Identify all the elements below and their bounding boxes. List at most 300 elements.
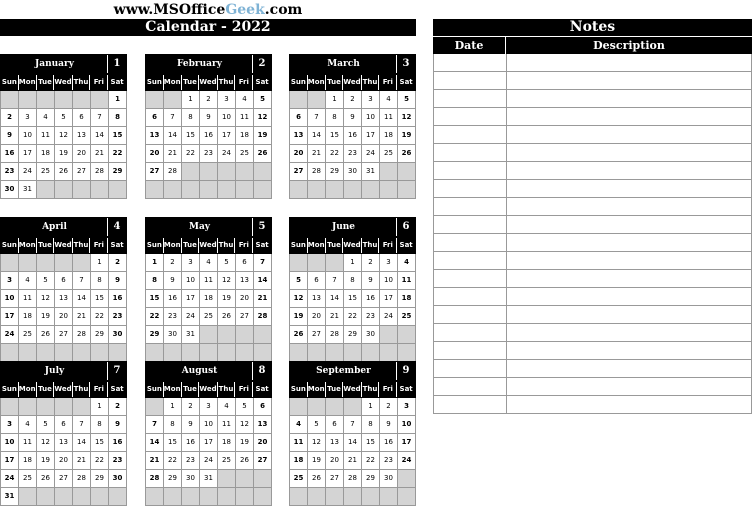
day-cell[interactable]: 26 — [55, 163, 73, 181]
day-cell[interactable]: 21 — [254, 290, 272, 308]
day-cell[interactable]: 7 — [91, 109, 109, 127]
day-cell[interactable]: 26 — [236, 452, 254, 470]
day-cell[interactable]: 12 — [398, 109, 416, 127]
day-cell[interactable]: 3 — [182, 254, 200, 272]
day-cell[interactable]: 21 — [73, 452, 91, 470]
day-cell[interactable]: 16 — [164, 290, 182, 308]
day-cell[interactable]: 3 — [19, 109, 37, 127]
day-cell[interactable]: 15 — [109, 127, 127, 145]
day-cell[interactable]: 15 — [91, 434, 109, 452]
day-cell[interactable]: 15 — [362, 434, 380, 452]
day-cell[interactable]: 24 — [1, 326, 19, 344]
day-cell[interactable]: 31 — [182, 326, 200, 344]
notes-date-cell[interactable] — [434, 342, 507, 359]
day-cell[interactable]: 27 — [55, 470, 73, 488]
day-cell[interactable]: 29 — [362, 470, 380, 488]
day-cell[interactable]: 15 — [344, 290, 362, 308]
day-cell[interactable]: 7 — [73, 416, 91, 434]
day-cell[interactable]: 14 — [254, 272, 272, 290]
day-cell[interactable]: 10 — [1, 434, 19, 452]
day-cell[interactable]: 20 — [308, 308, 326, 326]
day-cell[interactable]: 16 — [182, 434, 200, 452]
notes-description-cell[interactable] — [507, 180, 752, 197]
day-cell[interactable]: 20 — [146, 145, 164, 163]
notes-description-cell[interactable] — [507, 162, 752, 179]
notes-description-cell[interactable] — [507, 90, 752, 107]
day-cell[interactable]: 18 — [218, 434, 236, 452]
day-cell[interactable]: 7 — [326, 272, 344, 290]
day-cell[interactable]: 25 — [200, 308, 218, 326]
day-cell[interactable]: 28 — [146, 470, 164, 488]
notes-description-cell[interactable] — [507, 216, 752, 233]
day-cell[interactable]: 27 — [254, 452, 272, 470]
day-cell[interactable]: 26 — [37, 470, 55, 488]
day-cell[interactable]: 3 — [218, 91, 236, 109]
day-cell[interactable]: 24 — [398, 452, 416, 470]
day-cell[interactable]: 3 — [1, 272, 19, 290]
day-cell[interactable]: 12 — [290, 290, 308, 308]
day-cell[interactable]: 7 — [73, 272, 91, 290]
day-cell[interactable]: 13 — [146, 127, 164, 145]
day-cell[interactable]: 30 — [164, 326, 182, 344]
day-cell[interactable]: 10 — [19, 127, 37, 145]
notes-date-cell[interactable] — [434, 144, 507, 161]
day-cell[interactable]: 29 — [91, 326, 109, 344]
day-cell[interactable]: 11 — [236, 109, 254, 127]
day-cell[interactable]: 1 — [182, 91, 200, 109]
day-cell[interactable]: 27 — [236, 308, 254, 326]
day-cell[interactable]: 14 — [326, 290, 344, 308]
notes-description-cell[interactable] — [507, 360, 752, 377]
day-cell[interactable]: 1 — [146, 254, 164, 272]
day-cell[interactable]: 1 — [362, 398, 380, 416]
day-cell[interactable]: 4 — [37, 109, 55, 127]
day-cell[interactable]: 28 — [326, 326, 344, 344]
day-cell[interactable]: 6 — [290, 109, 308, 127]
day-cell[interactable]: 22 — [362, 452, 380, 470]
day-cell[interactable]: 9 — [200, 109, 218, 127]
notes-description-cell[interactable] — [507, 126, 752, 143]
day-cell[interactable]: 17 — [362, 127, 380, 145]
day-cell[interactable]: 9 — [344, 109, 362, 127]
day-cell[interactable]: 2 — [344, 91, 362, 109]
day-cell[interactable]: 20 — [55, 452, 73, 470]
day-cell[interactable]: 11 — [380, 109, 398, 127]
day-cell[interactable]: 10 — [1, 290, 19, 308]
day-cell[interactable]: 2 — [109, 254, 127, 272]
day-cell[interactable]: 20 — [73, 145, 91, 163]
day-cell[interactable]: 24 — [362, 145, 380, 163]
notes-date-cell[interactable] — [434, 378, 507, 395]
day-cell[interactable]: 16 — [344, 127, 362, 145]
notes-description-cell[interactable] — [507, 396, 752, 413]
day-cell[interactable]: 22 — [344, 308, 362, 326]
day-cell[interactable]: 27 — [73, 163, 91, 181]
notes-description-cell[interactable] — [507, 378, 752, 395]
day-cell[interactable]: 21 — [164, 145, 182, 163]
notes-date-cell[interactable] — [434, 360, 507, 377]
day-cell[interactable]: 13 — [254, 416, 272, 434]
day-cell[interactable]: 4 — [380, 91, 398, 109]
notes-date-cell[interactable] — [434, 396, 507, 413]
day-cell[interactable]: 20 — [254, 434, 272, 452]
day-cell[interactable]: 4 — [290, 416, 308, 434]
notes-date-cell[interactable] — [434, 108, 507, 125]
notes-description-cell[interactable] — [507, 144, 752, 161]
day-cell[interactable]: 13 — [236, 272, 254, 290]
day-cell[interactable]: 29 — [109, 163, 127, 181]
day-cell[interactable]: 9 — [362, 272, 380, 290]
day-cell[interactable]: 3 — [380, 254, 398, 272]
day-cell[interactable]: 10 — [380, 272, 398, 290]
day-cell[interactable]: 14 — [73, 290, 91, 308]
day-cell[interactable]: 5 — [37, 416, 55, 434]
day-cell[interactable]: 26 — [308, 470, 326, 488]
day-cell[interactable]: 25 — [19, 326, 37, 344]
day-cell[interactable]: 23 — [200, 145, 218, 163]
day-cell[interactable]: 22 — [164, 452, 182, 470]
day-cell[interactable]: 2 — [109, 398, 127, 416]
day-cell[interactable]: 26 — [254, 145, 272, 163]
day-cell[interactable]: 5 — [290, 272, 308, 290]
day-cell[interactable]: 19 — [398, 127, 416, 145]
day-cell[interactable]: 17 — [218, 127, 236, 145]
notes-description-cell[interactable] — [507, 54, 752, 71]
day-cell[interactable]: 23 — [109, 452, 127, 470]
day-cell[interactable]: 4 — [19, 416, 37, 434]
day-cell[interactable]: 3 — [200, 398, 218, 416]
day-cell[interactable]: 25 — [236, 145, 254, 163]
day-cell[interactable]: 5 — [218, 254, 236, 272]
day-cell[interactable]: 29 — [344, 326, 362, 344]
day-cell[interactable]: 5 — [55, 109, 73, 127]
day-cell[interactable]: 25 — [218, 452, 236, 470]
day-cell[interactable]: 1 — [344, 254, 362, 272]
day-cell[interactable]: 2 — [182, 398, 200, 416]
day-cell[interactable]: 23 — [380, 452, 398, 470]
day-cell[interactable]: 19 — [254, 127, 272, 145]
notes-description-cell[interactable] — [507, 108, 752, 125]
day-cell[interactable]: 17 — [19, 145, 37, 163]
day-cell[interactable]: 8 — [146, 272, 164, 290]
day-cell[interactable]: 5 — [308, 416, 326, 434]
day-cell[interactable]: 15 — [182, 127, 200, 145]
day-cell[interactable]: 23 — [1, 163, 19, 181]
notes-description-cell[interactable] — [507, 234, 752, 251]
day-cell[interactable]: 29 — [326, 163, 344, 181]
day-cell[interactable]: 24 — [19, 163, 37, 181]
day-cell[interactable]: 31 — [19, 181, 37, 199]
day-cell[interactable]: 17 — [182, 290, 200, 308]
day-cell[interactable]: 1 — [91, 254, 109, 272]
notes-date-cell[interactable] — [434, 216, 507, 233]
day-cell[interactable]: 30 — [109, 470, 127, 488]
day-cell[interactable]: 14 — [344, 434, 362, 452]
day-cell[interactable]: 8 — [344, 272, 362, 290]
day-cell[interactable]: 26 — [290, 326, 308, 344]
notes-date-cell[interactable] — [434, 126, 507, 143]
notes-date-cell[interactable] — [434, 198, 507, 215]
day-cell[interactable]: 7 — [146, 416, 164, 434]
day-cell[interactable]: 28 — [73, 470, 91, 488]
day-cell[interactable]: 6 — [146, 109, 164, 127]
notes-date-cell[interactable] — [434, 270, 507, 287]
day-cell[interactable]: 22 — [146, 308, 164, 326]
day-cell[interactable]: 19 — [308, 452, 326, 470]
day-cell[interactable]: 15 — [91, 290, 109, 308]
day-cell[interactable]: 19 — [290, 308, 308, 326]
day-cell[interactable]: 2 — [362, 254, 380, 272]
day-cell[interactable]: 30 — [362, 326, 380, 344]
day-cell[interactable]: 9 — [182, 416, 200, 434]
day-cell[interactable]: 14 — [73, 434, 91, 452]
notes-description-cell[interactable] — [507, 270, 752, 287]
day-cell[interactable]: 23 — [362, 308, 380, 326]
day-cell[interactable]: 20 — [326, 452, 344, 470]
day-cell[interactable]: 25 — [398, 308, 416, 326]
day-cell[interactable]: 28 — [73, 326, 91, 344]
day-cell[interactable]: 29 — [146, 326, 164, 344]
day-cell[interactable]: 31 — [200, 470, 218, 488]
day-cell[interactable]: 13 — [326, 434, 344, 452]
day-cell[interactable]: 23 — [344, 145, 362, 163]
day-cell[interactable]: 16 — [362, 290, 380, 308]
day-cell[interactable]: 11 — [290, 434, 308, 452]
day-cell[interactable]: 28 — [308, 163, 326, 181]
day-cell[interactable]: 8 — [91, 272, 109, 290]
day-cell[interactable]: 3 — [362, 91, 380, 109]
day-cell[interactable]: 25 — [290, 470, 308, 488]
day-cell[interactable]: 12 — [37, 434, 55, 452]
day-cell[interactable]: 11 — [19, 290, 37, 308]
day-cell[interactable]: 12 — [37, 290, 55, 308]
day-cell[interactable]: 13 — [308, 290, 326, 308]
day-cell[interactable]: 7 — [344, 416, 362, 434]
day-cell[interactable]: 9 — [380, 416, 398, 434]
day-cell[interactable]: 20 — [55, 308, 73, 326]
day-cell[interactable]: 18 — [398, 290, 416, 308]
notes-date-cell[interactable] — [434, 306, 507, 323]
day-cell[interactable]: 30 — [182, 470, 200, 488]
notes-date-cell[interactable] — [434, 252, 507, 269]
day-cell[interactable]: 19 — [55, 145, 73, 163]
day-cell[interactable]: 20 — [236, 290, 254, 308]
day-cell[interactable]: 27 — [290, 163, 308, 181]
day-cell[interactable]: 28 — [164, 163, 182, 181]
day-cell[interactable]: 19 — [236, 434, 254, 452]
notes-date-cell[interactable] — [434, 54, 507, 71]
day-cell[interactable]: 4 — [218, 398, 236, 416]
day-cell[interactable]: 17 — [200, 434, 218, 452]
day-cell[interactable]: 19 — [37, 308, 55, 326]
day-cell[interactable]: 27 — [55, 326, 73, 344]
day-cell[interactable]: 10 — [362, 109, 380, 127]
day-cell[interactable]: 22 — [182, 145, 200, 163]
day-cell[interactable]: 18 — [380, 127, 398, 145]
day-cell[interactable]: 31 — [1, 488, 19, 506]
day-cell[interactable]: 16 — [109, 290, 127, 308]
day-cell[interactable]: 9 — [109, 416, 127, 434]
day-cell[interactable]: 2 — [380, 398, 398, 416]
day-cell[interactable]: 11 — [398, 272, 416, 290]
day-cell[interactable]: 17 — [1, 452, 19, 470]
day-cell[interactable]: 16 — [380, 434, 398, 452]
day-cell[interactable]: 4 — [200, 254, 218, 272]
day-cell[interactable]: 13 — [73, 127, 91, 145]
day-cell[interactable]: 22 — [109, 145, 127, 163]
day-cell[interactable]: 24 — [218, 145, 236, 163]
day-cell[interactable]: 5 — [37, 272, 55, 290]
day-cell[interactable]: 26 — [37, 326, 55, 344]
notes-date-cell[interactable] — [434, 180, 507, 197]
day-cell[interactable]: 1 — [326, 91, 344, 109]
day-cell[interactable]: 17 — [398, 434, 416, 452]
day-cell[interactable]: 29 — [91, 470, 109, 488]
day-cell[interactable]: 2 — [1, 109, 19, 127]
day-cell[interactable]: 30 — [380, 470, 398, 488]
day-cell[interactable]: 8 — [326, 109, 344, 127]
day-cell[interactable]: 9 — [1, 127, 19, 145]
notes-date-cell[interactable] — [434, 162, 507, 179]
day-cell[interactable]: 26 — [398, 145, 416, 163]
day-cell[interactable]: 10 — [398, 416, 416, 434]
day-cell[interactable]: 18 — [290, 452, 308, 470]
day-cell[interactable]: 10 — [218, 109, 236, 127]
day-cell[interactable]: 6 — [326, 416, 344, 434]
notes-description-cell[interactable] — [507, 288, 752, 305]
day-cell[interactable]: 14 — [146, 434, 164, 452]
day-cell[interactable]: 27 — [308, 326, 326, 344]
day-cell[interactable]: 28 — [344, 470, 362, 488]
day-cell[interactable]: 5 — [398, 91, 416, 109]
day-cell[interactable]: 23 — [164, 308, 182, 326]
notes-description-cell[interactable] — [507, 252, 752, 269]
day-cell[interactable]: 21 — [73, 308, 91, 326]
day-cell[interactable]: 14 — [91, 127, 109, 145]
day-cell[interactable]: 6 — [55, 272, 73, 290]
day-cell[interactable]: 6 — [55, 416, 73, 434]
day-cell[interactable]: 28 — [254, 308, 272, 326]
day-cell[interactable]: 7 — [308, 109, 326, 127]
day-cell[interactable]: 21 — [326, 308, 344, 326]
day-cell[interactable]: 19 — [37, 452, 55, 470]
day-cell[interactable]: 18 — [37, 145, 55, 163]
day-cell[interactable]: 25 — [37, 163, 55, 181]
day-cell[interactable]: 28 — [91, 163, 109, 181]
day-cell[interactable]: 25 — [380, 145, 398, 163]
notes-date-cell[interactable] — [434, 324, 507, 341]
notes-description-cell[interactable] — [507, 198, 752, 215]
day-cell[interactable]: 4 — [19, 272, 37, 290]
day-cell[interactable]: 24 — [1, 470, 19, 488]
day-cell[interactable]: 11 — [200, 272, 218, 290]
day-cell[interactable]: 9 — [164, 272, 182, 290]
day-cell[interactable]: 25 — [19, 470, 37, 488]
day-cell[interactable]: 21 — [91, 145, 109, 163]
day-cell[interactable]: 5 — [236, 398, 254, 416]
day-cell[interactable]: 8 — [109, 109, 127, 127]
day-cell[interactable]: 24 — [182, 308, 200, 326]
day-cell[interactable]: 23 — [182, 452, 200, 470]
day-cell[interactable]: 8 — [362, 416, 380, 434]
day-cell[interactable]: 6 — [254, 398, 272, 416]
day-cell[interactable]: 3 — [398, 398, 416, 416]
day-cell[interactable]: 11 — [37, 127, 55, 145]
day-cell[interactable]: 3 — [1, 416, 19, 434]
day-cell[interactable]: 8 — [91, 416, 109, 434]
day-cell[interactable]: 11 — [19, 434, 37, 452]
day-cell[interactable]: 4 — [236, 91, 254, 109]
day-cell[interactable]: 12 — [55, 127, 73, 145]
day-cell[interactable]: 12 — [218, 272, 236, 290]
day-cell[interactable]: 14 — [308, 127, 326, 145]
notes-description-cell[interactable] — [507, 72, 752, 89]
day-cell[interactable]: 21 — [146, 452, 164, 470]
day-cell[interactable]: 29 — [164, 470, 182, 488]
day-cell[interactable]: 16 — [1, 145, 19, 163]
day-cell[interactable]: 2 — [200, 91, 218, 109]
day-cell[interactable]: 27 — [326, 470, 344, 488]
day-cell[interactable]: 7 — [254, 254, 272, 272]
day-cell[interactable]: 1 — [164, 398, 182, 416]
day-cell[interactable]: 10 — [182, 272, 200, 290]
day-cell[interactable]: 31 — [362, 163, 380, 181]
day-cell[interactable]: 19 — [218, 290, 236, 308]
day-cell[interactable]: 21 — [308, 145, 326, 163]
day-cell[interactable]: 9 — [109, 272, 127, 290]
day-cell[interactable]: 2 — [164, 254, 182, 272]
day-cell[interactable]: 14 — [164, 127, 182, 145]
day-cell[interactable]: 24 — [200, 452, 218, 470]
day-cell[interactable]: 13 — [55, 290, 73, 308]
day-cell[interactable]: 18 — [19, 452, 37, 470]
day-cell[interactable]: 30 — [344, 163, 362, 181]
day-cell[interactable]: 16 — [109, 434, 127, 452]
day-cell[interactable]: 7 — [164, 109, 182, 127]
day-cell[interactable]: 21 — [344, 452, 362, 470]
day-cell[interactable]: 23 — [109, 308, 127, 326]
day-cell[interactable]: 20 — [290, 145, 308, 163]
notes-date-cell[interactable] — [434, 72, 507, 89]
day-cell[interactable]: 22 — [91, 308, 109, 326]
day-cell[interactable]: 16 — [200, 127, 218, 145]
day-cell[interactable]: 5 — [254, 91, 272, 109]
notes-description-cell[interactable] — [507, 306, 752, 323]
day-cell[interactable]: 22 — [326, 145, 344, 163]
day-cell[interactable]: 4 — [398, 254, 416, 272]
day-cell[interactable]: 18 — [236, 127, 254, 145]
day-cell[interactable]: 17 — [1, 308, 19, 326]
day-cell[interactable]: 18 — [200, 290, 218, 308]
day-cell[interactable]: 1 — [109, 91, 127, 109]
notes-description-cell[interactable] — [507, 342, 752, 359]
notes-date-cell[interactable] — [434, 90, 507, 107]
day-cell[interactable]: 12 — [254, 109, 272, 127]
day-cell[interactable]: 6 — [236, 254, 254, 272]
day-cell[interactable]: 15 — [326, 127, 344, 145]
day-cell[interactable]: 1 — [91, 398, 109, 416]
day-cell[interactable]: 10 — [200, 416, 218, 434]
notes-description-cell[interactable] — [507, 324, 752, 341]
day-cell[interactable]: 18 — [19, 308, 37, 326]
day-cell[interactable]: 12 — [308, 434, 326, 452]
notes-date-cell[interactable] — [434, 288, 507, 305]
day-cell[interactable]: 13 — [290, 127, 308, 145]
day-cell[interactable]: 22 — [91, 452, 109, 470]
day-cell[interactable]: 30 — [109, 326, 127, 344]
day-cell[interactable]: 8 — [164, 416, 182, 434]
day-cell[interactable]: 11 — [218, 416, 236, 434]
